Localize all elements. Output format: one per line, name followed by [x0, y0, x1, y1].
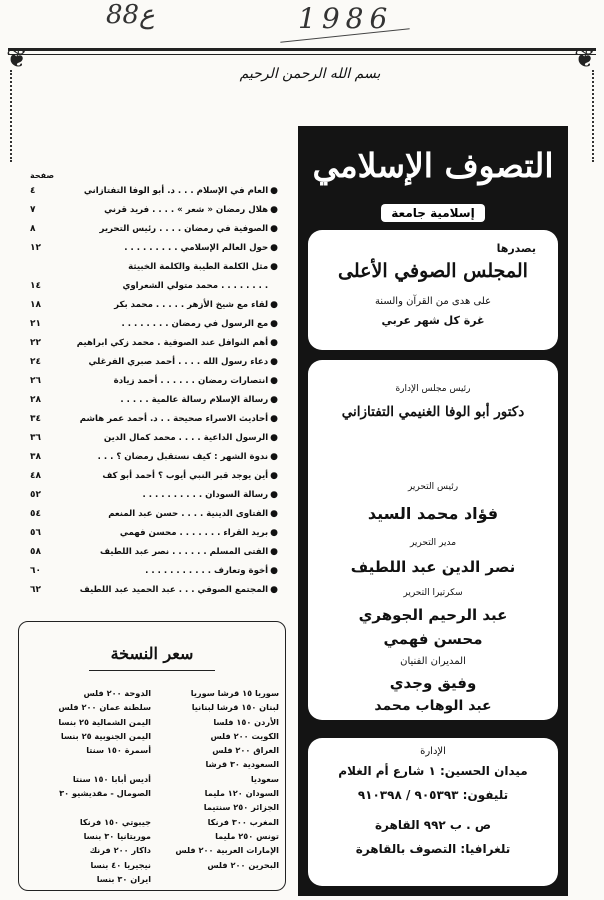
toc-item-title: دعاء رسول الله . . . . أحمد صبري الفرغلي	[88, 356, 269, 367]
toc-item-title: العام في الإسلام . . . د. أبو الوفا التفتازاني	[83, 185, 269, 196]
toc-item-page: ٥٢	[30, 489, 41, 500]
toc-item-page: ٤	[30, 185, 36, 196]
art-director-2-name: عبد الوهاب محمد	[374, 698, 492, 714]
price-title-underline	[89, 670, 215, 671]
chairman-name: دكتور أبو الوفا الغنيمي التفتازاني	[341, 404, 525, 420]
toc-item-page: ١٤	[30, 280, 41, 291]
toc-item-page: ٢٤	[30, 356, 41, 367]
art-director-1-name: وفيق وجدي	[389, 674, 477, 692]
price-line: الدوحة ٢٠٠ فلس	[83, 688, 151, 698]
publisher-intro: يصدرها	[496, 242, 536, 255]
toc-item-title: مع الرسول في رمضان . . . . . . . .	[121, 318, 269, 329]
handwritten-year: 1986	[298, 2, 394, 35]
toc-item-title: لقاء مع شيخ الأزهر . . . . . محمد بكر	[114, 299, 269, 310]
toc-item-page: ٢٢	[30, 337, 41, 348]
price-line: سلطنة عمان ٢٠٠ فلس	[58, 702, 151, 713]
publisher-name: المجلس الصوفي الأعلى	[338, 260, 528, 282]
bullet-icon: ●	[270, 508, 278, 519]
toc-item	[30, 523, 278, 542]
price-line: السعودية ٣٠ قرشا	[205, 759, 279, 770]
toc-item-title: ندوة الشهر : كيف نستقبل رمضان ؟ . . .	[97, 451, 269, 462]
bullet-icon: ●	[270, 451, 278, 462]
bullet-icon: ●	[270, 223, 278, 234]
toc-item-page: ٦٢	[30, 584, 41, 595]
bullet-icon: ●	[270, 565, 278, 576]
toc-item-page: ٤٨	[30, 470, 41, 481]
admin-phone: تليفون: ٩٠٥٣٩٣ / ٩١٠٣٩٨	[357, 788, 509, 802]
bullet-icon: ●	[270, 546, 278, 557]
bullet-icon: ●	[270, 356, 278, 367]
toc-item	[30, 390, 278, 409]
bullet-icon: ●	[270, 489, 278, 500]
price-box	[18, 621, 286, 891]
toc-item	[30, 181, 278, 200]
price-line: الصومال - مقديشيو ٣٠	[59, 788, 151, 799]
toc-item-page: ٥٨	[30, 546, 41, 557]
admin-card	[308, 738, 558, 886]
price-title: سعر النسخة	[110, 644, 194, 663]
toc-item-title: الفتاوى الدينية . . . . حسن عبد المنعم	[108, 508, 269, 519]
price-line: البحرين ٢٠٠ فلس	[207, 859, 279, 870]
price-line: لبنان ١٥٠ قرشا لبنانيا	[191, 702, 279, 713]
price-line: العراق ٢٠٠ فلس	[212, 745, 279, 756]
toc-item-page: ٨	[30, 223, 36, 234]
toc-item-page: ٢١	[30, 318, 41, 329]
basmala: بسم الله الرحمن الرحيم	[239, 66, 381, 82]
publication-frequency: غرة كل شهر عربي	[381, 314, 485, 327]
price-column-right	[155, 686, 279, 872]
bullet-icon: ●	[270, 261, 278, 272]
staff-card	[308, 360, 558, 720]
toc-item-title: أين يوجد قبر النبي أيوب ؟ أحمد أبو كف	[102, 470, 269, 481]
toc-item	[30, 485, 278, 504]
price-line: سوريا ١٥ قرشا سوريا	[190, 688, 279, 698]
corner-ornament-left-icon: ❦	[6, 44, 28, 74]
toc-item-title: هلال رمضان « شعر » . . . . فريد قرني	[104, 204, 269, 215]
bullet-icon: ●	[270, 299, 278, 310]
managing-editor-label: مدير التحرير	[409, 538, 457, 548]
bullet-icon: ●	[270, 413, 278, 424]
price-line: سعوديا	[250, 773, 279, 784]
bullet-icon: ●	[270, 470, 278, 481]
price-line: اليمن الشمالية ٢٥ بنسا	[58, 716, 151, 727]
secretary-2-name: محسن فهمي	[383, 630, 483, 648]
toc-item-title: . . . . . . . . محمد متولي الشعراوي	[122, 280, 269, 291]
toc-item	[30, 428, 278, 447]
admin-telegraph: تلغرافيا: التصوف بالقاهرة	[355, 842, 511, 856]
toc-item-page: ٢٨	[30, 394, 41, 405]
secretaries-label: سكرتيرا التحرير	[403, 588, 463, 598]
toc-item-page: ٦٠	[30, 565, 41, 576]
toc-item-title: الصوفية في رمضان . . . . رئيس التحرير	[99, 223, 269, 234]
editor-label: رئيس التحرير	[407, 482, 459, 492]
price-line: داكار ٢٠٠ فرنك	[89, 845, 151, 856]
bullet-icon: ●	[270, 375, 278, 386]
toc-item-title: بريد القراء . . . . . . . محسن فهمي	[119, 527, 269, 538]
toc-item	[30, 409, 278, 428]
art-directors-label: المديران الفنيان	[400, 656, 466, 667]
toc-page-header: صفحة	[30, 171, 55, 180]
bullet-icon: ●	[270, 337, 278, 348]
price-line: الإمارات العربية ٢٠٠ فلس	[175, 845, 279, 856]
toc-item	[30, 257, 278, 276]
toc-item-page: ٣٤	[30, 413, 41, 424]
toc-item-title: أهم النوافل عند الصوفية . محمد زكي ابراهيم	[76, 337, 269, 348]
toc-item-page: ٢٦	[30, 375, 41, 386]
toc-item-title: الرسول الداعية . . . . محمد كمال الدين	[103, 432, 269, 443]
top-border	[8, 48, 596, 51]
masthead-panel	[298, 126, 568, 896]
toc-item	[30, 219, 278, 238]
price-line: الكويت ٢٠٠ فلس	[210, 730, 279, 741]
price-line: أسمرة ١٥٠ سنتا	[86, 745, 151, 756]
bullet-icon: ●	[270, 185, 278, 196]
price-line: جيبوتي ١٥٠ فرنكا	[79, 816, 151, 827]
price-line	[27, 800, 151, 814]
handwritten-number: 88ع	[106, 0, 155, 30]
bullet-icon: ●	[270, 584, 278, 595]
toc-item	[30, 447, 278, 466]
magazine-title: التصوف الإسلامي	[312, 146, 554, 185]
admin-address: ميدان الحسين: ١ شارع أم الغلام	[338, 764, 528, 778]
toc-item-page: ٥٤	[30, 508, 41, 519]
price-line: نيجيريا ٤٠ بنسا	[90, 859, 151, 870]
toc-item-page: ٣٦	[30, 432, 41, 443]
corner-ornament-right-icon: ❦	[574, 44, 596, 74]
secretary-1-name: عبد الرحيم الجوهري	[358, 606, 508, 624]
toc-item-page: ٧	[30, 204, 36, 215]
toc-item	[30, 561, 278, 580]
toc-item	[30, 295, 278, 314]
price-line: الجزائر ٢٥٠ سنتيما	[203, 802, 279, 813]
price-column-left	[27, 686, 151, 886]
table-of-contents	[30, 171, 278, 599]
toc-item	[30, 371, 278, 390]
admin-label: الإدارة	[420, 746, 446, 757]
price-line: السودان ١٢٠ مليما	[204, 788, 279, 799]
price-line: اليمن الجنوبية ٢٥ بنسا	[60, 730, 151, 741]
magazine-tagline: إسلامية جامعة	[381, 204, 484, 222]
toc-item	[30, 314, 278, 333]
toc-item-title: حول العالم الإسلامي . . . . . . . . .	[124, 242, 269, 253]
chairman-label: رئيس مجلس الإدارة	[395, 384, 471, 394]
toc-item-title: رسالة السودان . . . . . . . . . .	[142, 489, 269, 500]
toc-item-title: رسالة الإسلام رسالة عالمية . . . . .	[120, 394, 269, 405]
bullet-icon: ●	[270, 432, 278, 443]
toc-item	[30, 238, 278, 257]
toc-list	[30, 181, 278, 599]
managing-editor-name: نصر الدين عبد اللطيف	[350, 558, 516, 576]
price-line: تونس ٢٥٠ مليما	[215, 830, 279, 841]
price-line: أديس أبابا ١٥٠ سنتا	[72, 773, 151, 784]
toc-item-title: أخوة وتعارف . . . . . . . . . . .	[145, 565, 269, 576]
price-line: الأردن ١٥٠ فلسا	[213, 716, 279, 727]
bullet-icon: ●	[270, 318, 278, 329]
toc-item-title: انتصارات رمضان . . . . . . أحمد زيادة	[113, 375, 269, 386]
toc-item	[30, 504, 278, 523]
toc-item-title: الفتى المسلم . . . . . . نصر عبد اللطيف	[99, 546, 269, 557]
bullet-icon: ●	[270, 394, 278, 405]
toc-item-page: ١٢	[30, 242, 41, 253]
toc-item	[30, 466, 278, 485]
admin-pobox: ص . ب ٩٩٢ القاهرة	[374, 818, 492, 832]
side-ornament-left	[10, 70, 15, 162]
toc-item-page: ٣٨	[30, 451, 41, 462]
price-line: موريتانيا ٣٠ بنسا	[83, 830, 151, 841]
bullet-icon: ●	[270, 204, 278, 215]
toc-item-page: ٥٦	[30, 527, 41, 538]
toc-item	[30, 333, 278, 352]
toc-item-title: مثل الكلمة الطيبة والكلمة الخبيثة	[128, 261, 269, 272]
toc-item	[30, 276, 278, 295]
toc-item	[30, 542, 278, 561]
side-ornament-right	[592, 70, 597, 162]
toc-item	[30, 200, 278, 219]
publisher-card	[308, 230, 558, 350]
toc-item-page: ١٨	[30, 299, 41, 310]
toc-item-title: المجتمع الصوفي . . . عبد الحميد عبد اللطيف	[79, 584, 269, 595]
bullet-icon: ●	[270, 527, 278, 538]
price-line: ايران ٣٠ بنسا	[96, 873, 151, 884]
bullet-icon: ●	[270, 242, 278, 253]
price-line	[27, 757, 151, 771]
top-border-inner	[8, 54, 596, 55]
price-line: المغرب ٣٠٠ فرنكا	[207, 816, 279, 827]
editor-name: فؤاد محمد السيد	[367, 504, 499, 523]
toc-item	[30, 580, 278, 599]
publisher-guidance: على هدى من القرآن والسنة	[374, 296, 492, 307]
toc-item-title: أحاديث الاسراء صحيحة . . د. أحمد عمر هاشم	[79, 413, 269, 424]
toc-item	[30, 352, 278, 371]
